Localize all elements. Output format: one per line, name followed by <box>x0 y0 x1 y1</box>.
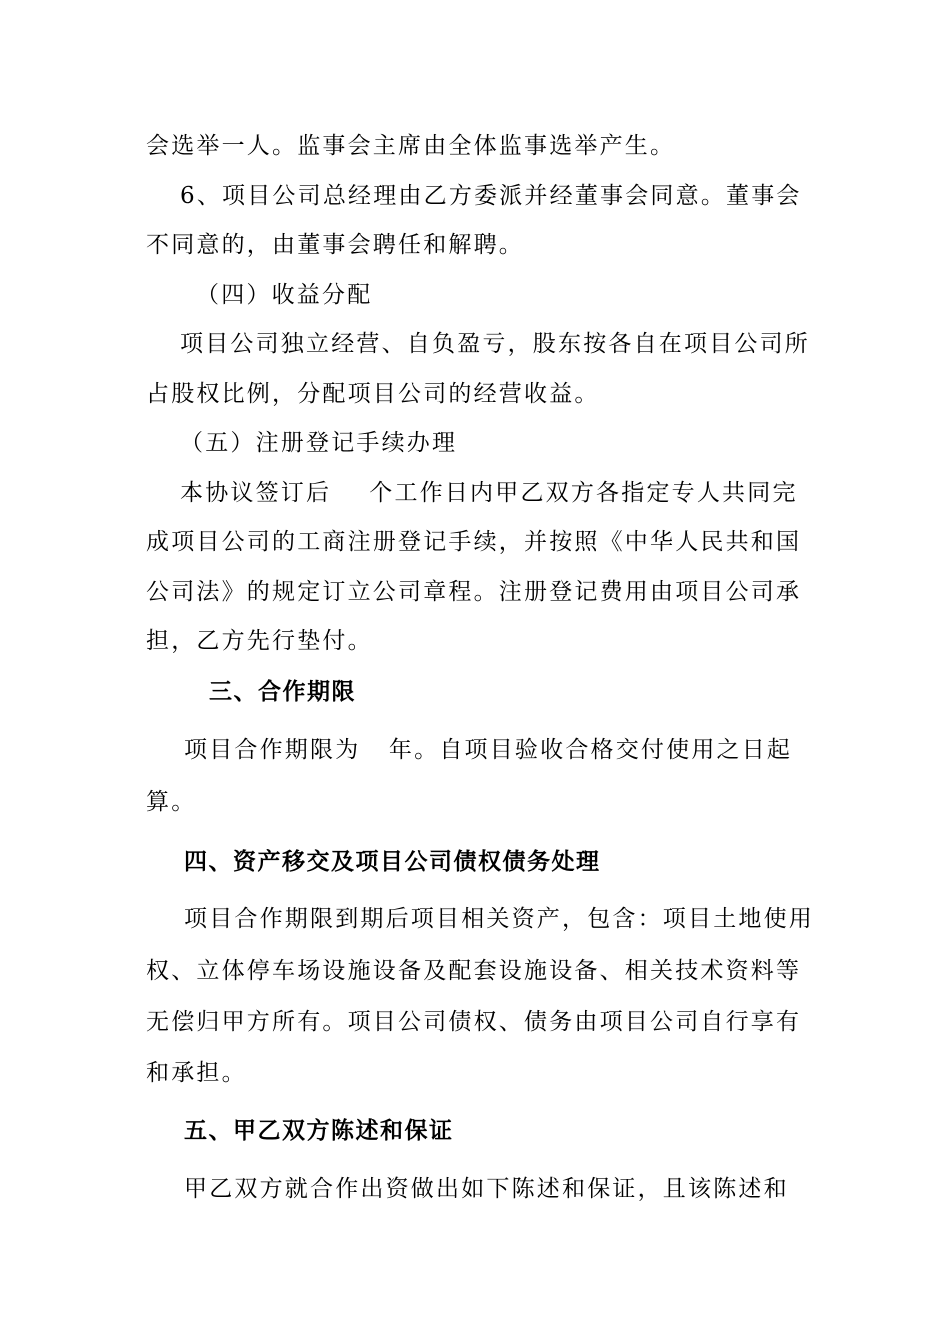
paragraph-line: 会选举一人。监事会主席由全体监事选举产生。 <box>146 133 676 159</box>
paragraph-line: 权、立体停车场设施设备及配套设施设备、相关技术资料等 <box>146 958 802 984</box>
paragraph-line: 无偿归甲方所有。项目公司债权、债务由项目公司自行享有 <box>146 1009 802 1035</box>
section-heading: 四、资产移交及项目公司债权债务处理 <box>184 849 601 875</box>
paragraph-line: 担，乙方先行垫付。 <box>146 628 373 654</box>
paragraph-line: 占股权比例，分配项目公司的经营收益。 <box>146 381 600 407</box>
paragraph-line: 和承担。 <box>146 1060 247 1086</box>
section-heading: 三、合作期限 <box>209 679 356 705</box>
paragraph-line: 不同意的，由董事会聘任和解聘。 <box>146 232 524 258</box>
subsection-heading: （五）注册登记手续办理 <box>180 430 458 456</box>
paragraph-line: 算。 <box>146 789 197 815</box>
paragraph-line: 本协议签订后 个工作日内甲乙双方各指定专人共同完 <box>180 480 798 506</box>
paragraph-line: 甲乙双方就合作出资做出如下陈述和保证，且该陈述和 <box>184 1176 789 1202</box>
paragraph-line: 公司法》的规定订立公司章程。注册登记费用由项目公司承 <box>146 579 802 605</box>
section-heading: 五、甲乙双方陈述和保证 <box>184 1118 454 1144</box>
paragraph-line: 项目合作期限到期后项目相关资产，包含：项目土地使用 <box>184 906 814 932</box>
paragraph-line: 项目合作期限为 年。自项目验收合格交付使用之日起 <box>184 737 793 763</box>
subsection-heading: （四）收益分配 <box>196 282 373 308</box>
paragraph-line: 6、项目公司总经理由乙方委派并经董事会同意。董事会 <box>180 183 802 209</box>
paragraph-line: 项目公司独立经营、自负盈亏，股东按各自在项目公司所 <box>180 331 810 357</box>
paragraph-line: 成项目公司的工商注册登记手续，并按照《中华人民共和国 <box>146 529 802 555</box>
